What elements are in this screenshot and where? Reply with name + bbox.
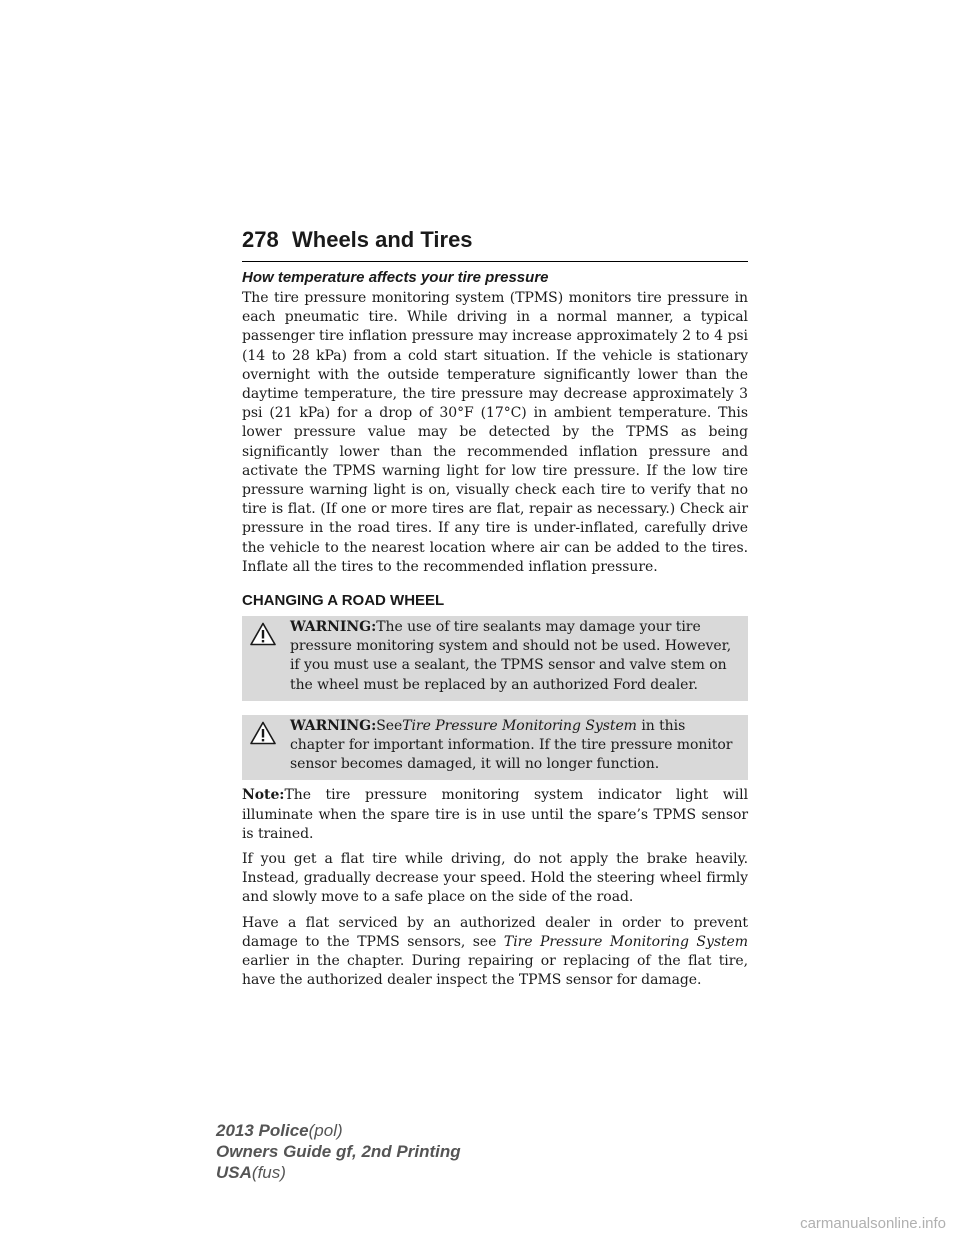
page-footer [216,1120,461,1183]
warning-text-sealant [242,618,742,695]
service-body-prefix: Have a flat serviced by an authorized dealer in order to prevent damage to the TPMS sensors, see [242,914,748,950]
note-body: The tire pressure monitoring system indicator light will illuminate when the spare tire is in use until the spare’s TPMS sensor is trained. [242,787,748,842]
warning-label: WARNING: [290,717,377,734]
changing-wheel-heading: CHANGING A ROAD WHEEL [242,592,445,610]
note-label: Note: [242,787,285,804]
watermark: carmanualsonline.info [800,1215,946,1232]
warning-body-suffix: in this chapter for important information. If the tire pressure monitor sensor becomes damaged, it will no longer function. [290,717,733,773]
service-paragraph [242,914,748,991]
note-paragraph [242,786,748,844]
footer-line-model [216,1120,461,1141]
warning-triangle-icon [250,622,276,646]
section-title: Wheels and Tires [292,227,473,252]
footer-model-code: (pol) [308,1121,343,1140]
page-number: 278 [242,227,279,252]
page-header [242,225,748,262]
tpms-reference-link: Tire Pressure Monitoring System [402,717,637,734]
warning-label: WARNING: [290,619,377,636]
footer-region: USA [216,1163,252,1182]
tpms-reference-link: Tire Pressure Monitoring System [503,933,748,950]
warning-box-sensor [242,715,748,781]
footer-model: 2013 Police [216,1121,309,1140]
warning-box-sealant [242,616,748,701]
temperature-heading: How temperature affects your tire pressure [242,269,549,286]
service-body-suffix: earlier in the chapter. During repairing or replacing of the flat tire, have the authorized dealer inspect the TPMS sensor for damage. [242,953,748,989]
page-content [242,268,748,991]
flat-tire-paragraph: If you get a flat tire while driving, do not apply the brake heavily. Instead, gradually decrease your speed. Hold the steering wheel firmly and slowly move to a safe place on the side of the road. [242,851,748,906]
footer-region-code: (fus) [251,1163,286,1182]
footer-line-region [216,1162,461,1183]
warning-body-prefix: See [376,717,403,734]
temperature-body: The tire pressure monitoring system (TPMS) monitors tire pressure in each pneumatic tire. While driving in a normal manner, a typical passenger tire inflation pressure may increase approximately 2 to 4 psi (14 to 28 kPa) from a cold start situation. If the vehicle is stationary overnight with the outside temperature significantly lower than the daytime temperature, the tire pressure may decrease approximately 3 psi (21 kPa) for a drop of 30°F (17°C) in ambient temperature. This lower pressure value may be detected by the TPMS as being significantly lower than the recommended inflation pressure and activate the TPMS warning light for low tire pressure. If the low tire pressure warning light is on, visually check each tire to verify that no tire is flat. (If one or more tires are flat, repair as necessary.) Check air pressure in the road tires. If any tire is under-inflated, carefully drive the vehicle to the nearest location where air can be added to the tires. Inflate all the tires to the recommended inflation pressure. [242,290,748,575]
warning-body: The use of tire sealants may damage your tire pressure monitoring system and should not be used. However, if you must use a sealant, the TPMS sensor and valve stem on the wheel must be replaced by an authorized Ford dealer. [290,619,732,693]
footer-guide: Owners Guide gf, 2nd Printing [216,1142,461,1161]
warning-triangle-icon [250,721,276,745]
warning-text-sensor [242,717,742,775]
